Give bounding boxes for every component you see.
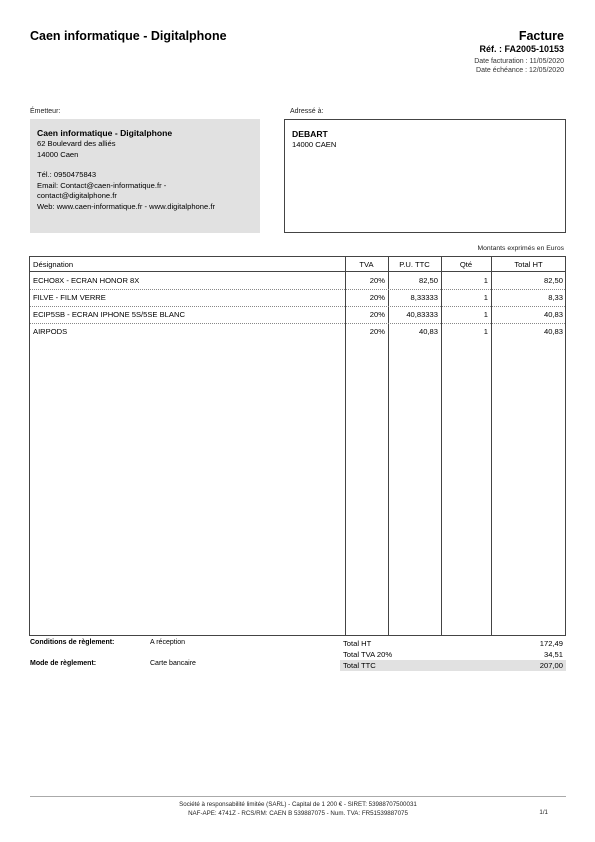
row-tva: 20% <box>369 310 385 319</box>
total-tva-label: Total TVA 20% <box>343 650 393 659</box>
total-ht-label: Total HT <box>343 639 372 648</box>
footer-line2: NAF-APE: 4741Z - RCS/RM: CAEN B 539887075 - Num. TVA: FR51539887075 <box>188 810 408 817</box>
due-date: Date échéance : 12/05/2020 <box>476 66 564 74</box>
row-unit-price: 82,50 <box>418 276 438 285</box>
row-total: 82,50 <box>543 276 563 285</box>
issuer-label: Émetteur: <box>30 108 61 115</box>
recipient-name: DEBART <box>292 129 328 139</box>
row-designation: ECHO8X - ECRAN HONOR 8X <box>33 276 140 285</box>
recipient-box <box>284 119 566 233</box>
row-unit-price: 8,33333 <box>410 293 438 302</box>
payment-mode-label: Mode de règlement: <box>30 660 97 667</box>
total-tva-value: 34,51 <box>543 650 563 659</box>
table-row <box>30 272 565 290</box>
invoice-date: Date facturation : 11/05/2020 <box>474 58 564 65</box>
total-ttc-row <box>340 660 566 671</box>
row-designation: AIRPODS <box>33 327 68 336</box>
company-title: Caen informatique - Digitalphone <box>30 29 227 43</box>
payment-mode-value: Carte bancaire <box>150 660 196 667</box>
invoice-dates <box>474 58 564 75</box>
header-designation: Désignation <box>33 259 74 269</box>
row-total: 8,33 <box>548 293 563 302</box>
invoice-lines-table <box>29 256 566 636</box>
row-total: 40,83 <box>543 327 563 336</box>
footer-line1: Société à responsabilité limitée (SARL) - Capital de 1 200 € - SIRET: 53988707500031 <box>179 801 417 808</box>
recipient-city: 14000 CAEN <box>292 140 337 149</box>
recipient-label: Adressé à: <box>290 108 324 115</box>
table-header-row <box>30 257 565 272</box>
row-quantity: 1 <box>483 276 488 285</box>
row-tva: 20% <box>369 293 385 302</box>
page-number: 1/1 <box>539 809 548 816</box>
issuer-website: Web: www.caen-informatique.fr - www.digitalphone.fr <box>37 201 215 211</box>
row-designation: FILVE - FILM VERRE <box>33 293 106 302</box>
row-quantity: 1 <box>483 293 488 302</box>
issuer-box <box>30 119 260 233</box>
row-tva: 20% <box>369 327 385 336</box>
table-row <box>30 323 565 340</box>
header-tva: TVA <box>359 259 374 269</box>
header-unit-price: P.U. TTC <box>399 259 430 269</box>
total-ttc-value: 207,00 <box>539 661 563 670</box>
payment-terms-label: Conditions de règlement: <box>30 639 115 646</box>
row-designation: ECIP5SB - ECRAN IPHONE 5S/5SE BLANC <box>33 310 185 319</box>
header-total: Total HT <box>514 259 543 269</box>
currency-note: Montants exprimés en Euros <box>477 245 564 252</box>
totals-box <box>340 638 566 671</box>
issuer-name: Caen informatique - Digitalphone <box>37 128 173 138</box>
row-unit-price: 40,83333 <box>406 310 438 319</box>
row-total: 40,83 <box>543 310 563 319</box>
row-tva: 20% <box>369 276 385 285</box>
payment-terms-value: A réception <box>150 639 186 646</box>
issuer-address-line1: 62 Boulevard des alliés <box>37 139 116 148</box>
issuer-address-line2: 14000 Caen <box>37 149 79 159</box>
total-ttc-label: Total TTC <box>343 661 376 670</box>
footer-divider <box>30 796 566 797</box>
footer-legal-text <box>30 800 566 818</box>
row-quantity: 1 <box>483 310 488 319</box>
table-row <box>30 289 565 307</box>
issuer-email-line1: Email: Contact@caen-informatique.fr - <box>37 180 167 190</box>
table-row <box>30 306 565 324</box>
invoice-reference: Réf. : FA2005-10153 <box>479 44 564 54</box>
document-title: Facture <box>518 29 564 43</box>
header-quantity: Qté <box>459 259 473 269</box>
row-quantity: 1 <box>483 327 488 336</box>
total-ht-value: 172,49 <box>539 639 563 648</box>
total-tva-row <box>340 649 566 660</box>
row-unit-price: 40,83 <box>418 327 438 336</box>
total-ht-row <box>340 638 566 649</box>
issuer-email-line2: contact@digitalphone.fr <box>37 191 117 200</box>
issuer-phone: Tél.: 0950475843 <box>37 170 97 179</box>
